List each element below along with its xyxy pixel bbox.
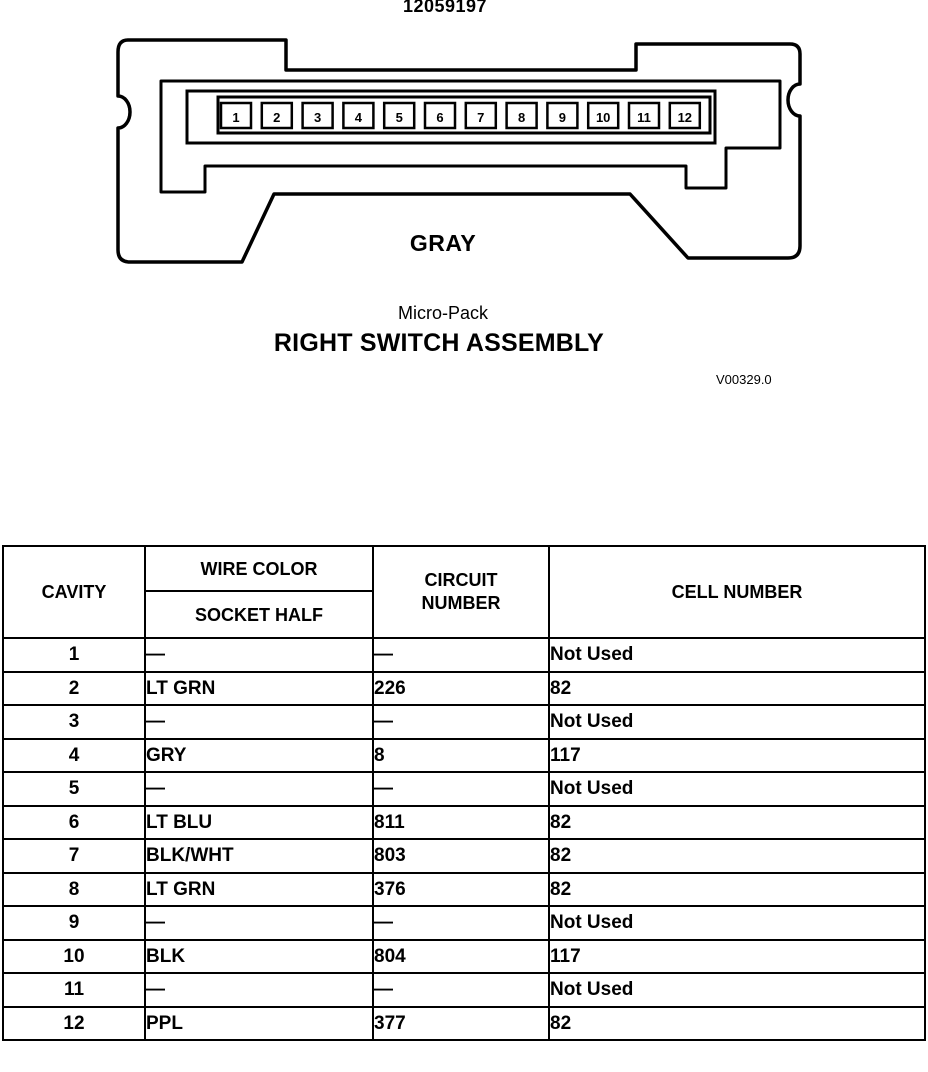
circuit-number-cell: —: [373, 638, 549, 672]
terminal-frame: [187, 91, 715, 143]
header-wire-color: WIRE COLOR: [145, 546, 373, 591]
circuit-number-cell: 804: [373, 940, 549, 974]
cell-number-cell: Not Used: [549, 906, 925, 940]
terminal-number: 3: [313, 110, 322, 125]
wire-color-cell: BLK/WHT: [145, 839, 373, 873]
cavity-cell: 10: [3, 940, 145, 974]
cavity-cell: 11: [3, 973, 145, 1007]
cavity-cell: 8: [3, 873, 145, 907]
terminal-number: 4: [354, 110, 363, 125]
cell-number-cell: 117: [549, 739, 925, 773]
terminal-number: 9: [558, 110, 567, 125]
connector-color: GRAY: [409, 230, 477, 256]
cell-number-cell: 117: [549, 940, 925, 974]
cavity-cell: 3: [3, 705, 145, 739]
reference-code: V00329.0: [716, 372, 772, 387]
terminal-number: 1: [232, 110, 240, 125]
table-row: [3, 806, 925, 840]
wire-color-cell: PPL: [145, 1007, 373, 1041]
wire-color-cell: —: [145, 973, 373, 1007]
connector-type: Micro-Pack: [397, 303, 488, 323]
table-row: [3, 739, 925, 773]
cell-number-cell: 82: [549, 806, 925, 840]
cavity-cell: 9: [3, 906, 145, 940]
cavity-cell: 4: [3, 739, 145, 773]
circuit-number-cell: 811: [373, 806, 549, 840]
terminal-number: 7: [477, 110, 485, 125]
connector-name: RIGHT SWITCH ASSEMBLY: [273, 329, 605, 357]
cavity-cell: 1: [3, 638, 145, 672]
cell-number-cell: Not Used: [549, 973, 925, 1007]
terminal-number: 12: [677, 110, 693, 125]
wire-color-cell: LT BLU: [145, 806, 373, 840]
wire-color-cell: —: [145, 705, 373, 739]
wire-color-cell: LT GRN: [145, 672, 373, 706]
part-number: 12059197: [402, 0, 488, 16]
wire-color-cell: BLK: [145, 940, 373, 974]
circuit-number-cell: —: [373, 705, 549, 739]
table-row: [3, 940, 925, 974]
circuit-number-cell: 803: [373, 839, 549, 873]
wire-color-cell: —: [145, 906, 373, 940]
cavity-cell: 2: [3, 672, 145, 706]
cell-number-cell: 82: [549, 672, 925, 706]
cavity-cell: 12: [3, 1007, 145, 1041]
table-row: [3, 839, 925, 873]
wire-color-cell: GRY: [145, 739, 373, 773]
table-row: [3, 705, 925, 739]
circuit-number-cell: 8: [373, 739, 549, 773]
table-row: [3, 672, 925, 706]
cavity-cell: 6: [3, 806, 145, 840]
header-cavity: CAVITY: [3, 546, 145, 638]
table-row: [3, 638, 925, 672]
cavity-cell: 7: [3, 839, 145, 873]
wire-color-cell: LT GRN: [145, 873, 373, 907]
header-cell-number: CELL NUMBER: [549, 546, 925, 638]
cavity-cell: 5: [3, 772, 145, 806]
wire-color-cell: —: [145, 772, 373, 806]
terminal-number: 10: [595, 110, 611, 125]
table-row: [3, 906, 925, 940]
table-row: [3, 772, 925, 806]
cell-number-cell: 82: [549, 873, 925, 907]
table-row: [3, 873, 925, 907]
circuit-number-cell: 377: [373, 1007, 549, 1041]
cell-number-cell: Not Used: [549, 638, 925, 672]
circuit-number-cell: —: [373, 906, 549, 940]
table-row: [3, 1007, 925, 1041]
cell-number-cell: 82: [549, 1007, 925, 1041]
terminal-number: 5: [395, 110, 403, 125]
header-circuit-number: CIRCUIT NUMBER: [373, 546, 549, 638]
header-socket-half: SOCKET HALF: [145, 591, 373, 638]
terminal-number: 8: [517, 110, 526, 125]
cell-number-cell: Not Used: [549, 772, 925, 806]
terminal-group: [221, 103, 700, 128]
circuit-number-cell: 226: [373, 672, 549, 706]
circuit-number-cell: 376: [373, 873, 549, 907]
cell-number-cell: 82: [549, 839, 925, 873]
circuit-number-cell: —: [373, 772, 549, 806]
terminal-number: 6: [436, 110, 444, 125]
pinout-rows: [3, 638, 925, 1040]
circuit-number-cell: —: [373, 973, 549, 1007]
terminal-number: 2: [273, 110, 281, 125]
terminal-number: 11: [637, 110, 651, 125]
table-row: [3, 973, 925, 1007]
wire-color-cell: —: [145, 638, 373, 672]
cell-number-cell: Not Used: [549, 705, 925, 739]
pinout-table: [2, 545, 926, 1041]
connector-housing: [118, 40, 800, 262]
